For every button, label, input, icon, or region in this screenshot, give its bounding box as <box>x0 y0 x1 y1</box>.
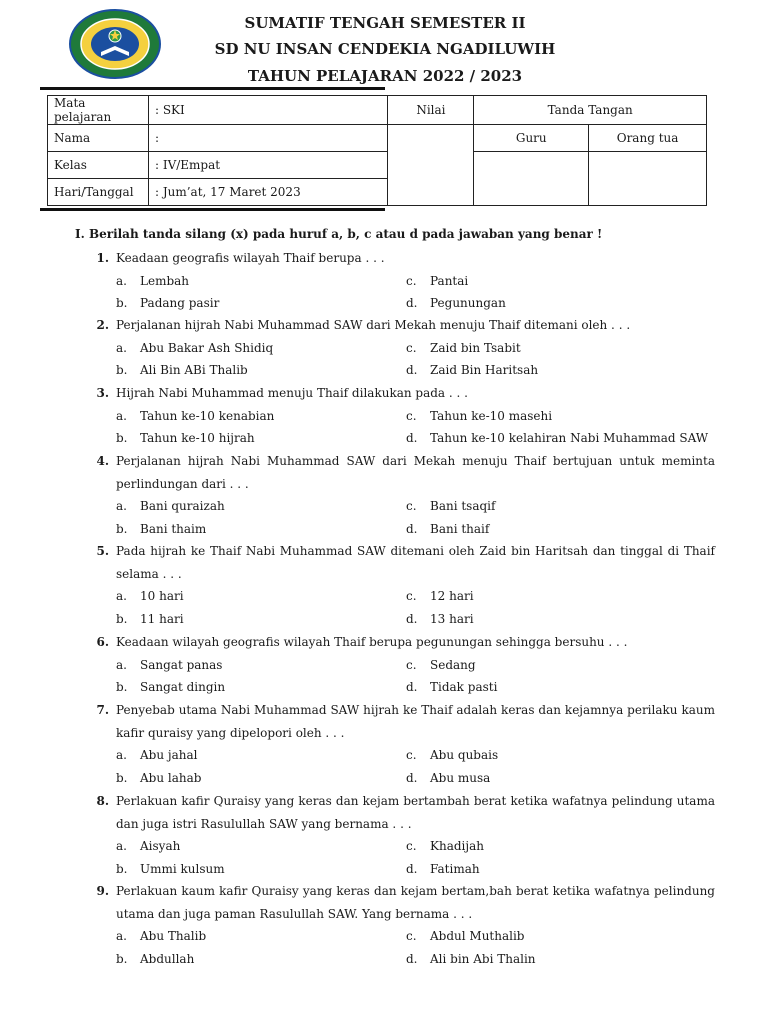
question-number: 6. <box>96 635 109 649</box>
option-a[interactable]: a. Abu Bakar Ash Shidiq <box>116 340 274 355</box>
option-d[interactable]: d. 13 hari <box>406 611 474 626</box>
subject-label: Mata pelajaran <box>48 96 149 125</box>
question <box>85 247 715 315</box>
option-b[interactable]: b. Ali Bin ABi Thalib <box>116 363 248 377</box>
question <box>85 450 715 540</box>
question-number: 5. <box>96 544 109 558</box>
options <box>116 337 715 382</box>
header-rule-top <box>40 87 385 90</box>
option-d[interactable]: d. Pegunungan <box>406 296 506 310</box>
question-text: Penyebab utama Nabi Muhammad SAW hijrah ke Thaif adalah keras dan kejamnya perilaku kaum kafir quraisy yang dipelopori oleh . . . <box>116 703 715 740</box>
class-value: : IV/Empat <box>148 152 388 179</box>
teacher-label: Guru <box>474 125 589 152</box>
question <box>85 314 715 382</box>
score-label: Nilai <box>388 96 474 125</box>
option-a[interactable]: a. Abu Thalib <box>116 929 207 943</box>
question-number: 3. <box>96 386 109 400</box>
academic-year: TAHUN PELAJARAN 2022 / 2023 <box>247 67 523 85</box>
question-text: Perjalanan hijrah Nabi Muhammad SAW dari Mekah menuju Thaif bertujuan untuk meminta perlindungan dari . . . <box>116 454 715 491</box>
options <box>116 495 715 540</box>
school-name: SD NU INSAN CENDEKIA NGADILUWIH <box>214 40 556 58</box>
option-a[interactable]: a. Abu jahal <box>116 748 198 762</box>
options <box>116 405 715 450</box>
question <box>85 540 715 630</box>
option-c[interactable]: c. Tahun ke-10 masehi <box>406 408 553 423</box>
option-d[interactable]: d. Tahun ke-10 kelahiran Nabi Muhammad SAW <box>406 431 709 445</box>
option-c[interactable]: c. 12 hari <box>406 589 474 603</box>
option-b[interactable]: b. Padang pasir <box>116 296 220 310</box>
question-number: 4. <box>96 454 109 468</box>
header-rule-bottom <box>40 208 385 211</box>
option-d[interactable]: d. Bani thaif <box>406 521 490 536</box>
question-text: Perlakuan kafir Quraisy yang keras dan kejam bertambah berat ketika wafatnya pelindung utama dan juga istri Rasulullah SAW yang bernama . . . <box>116 794 715 831</box>
question-text: Keadaan wilayah geografis wilayah Thaif berupa pegunungan sehingga bersuhu . . . <box>116 635 628 649</box>
option-a[interactable]: a. Tahun ke-10 kenabian <box>116 408 275 423</box>
date-value: : Jum’at, 17 Maret 2023 <box>148 179 388 206</box>
school-logo <box>68 8 162 80</box>
option-c[interactable]: c. Zaid bin Tsabit <box>406 340 521 355</box>
exam-title: SUMATIF TENGAH SEMESTER II <box>244 14 526 32</box>
option-d[interactable]: d. Zaid Bin Haritsah <box>406 363 539 377</box>
question-text: Perlakuan kaum kafir Quraisy yang keras dan kejam bertam,bah berat ketika wafatnya pelindung utama dan juga paman Rasulullah SAW. Yang bernama . . . <box>116 884 715 921</box>
option-c[interactable]: c. Sedang <box>406 657 476 672</box>
option-a[interactable]: a. 10 hari <box>116 589 184 603</box>
option-b[interactable]: b. Tahun ke-10 hijrah <box>116 431 255 445</box>
name-value[interactable]: : <box>148 125 388 152</box>
question-number: 8. <box>96 794 109 808</box>
question-text: Perjalanan hijrah Nabi Muhammad SAW dari Mekah menuju Thaif ditemani oleh . . . <box>116 318 631 332</box>
option-c[interactable]: c. Khadijah <box>406 839 484 853</box>
question-text: Hijrah Nabi Muhammad menuju Thaif dilakukan pada . . . <box>116 386 468 400</box>
question <box>85 790 715 880</box>
name-label: Nama <box>48 125 149 152</box>
subject-value: : SKI <box>148 96 388 125</box>
option-a[interactable]: a. Aisyah <box>116 839 181 853</box>
options <box>116 925 715 970</box>
option-b[interactable]: b. Ummi kulsum <box>116 861 225 876</box>
question <box>85 382 715 450</box>
option-c[interactable]: c. Abdul Muthalib <box>406 929 525 943</box>
instruction: I. Berilah tanda silang (x) pada huruf a, b, c atau d pada jawaban yang benar ! <box>75 227 603 241</box>
option-b[interactable]: b. 11 hari <box>116 611 184 626</box>
option-b[interactable]: b. Abu lahab <box>116 770 202 785</box>
score-box[interactable] <box>388 125 474 206</box>
question-number: 7. <box>96 703 109 717</box>
options <box>116 744 715 789</box>
question-number: 9. <box>96 884 109 898</box>
signature-label: Tanda Tangan <box>474 96 707 125</box>
option-d[interactable]: d. Tidak pasti <box>406 680 498 694</box>
option-a[interactable]: a. Lembah <box>116 273 190 288</box>
option-c[interactable]: c. Bani tsaqif <box>406 499 496 513</box>
question-number: 1. <box>96 251 109 265</box>
option-b[interactable]: b. Bani thaim <box>116 521 207 536</box>
parent-signature-box[interactable] <box>589 152 707 206</box>
option-b[interactable]: b. Sangat dingin <box>116 680 226 694</box>
option-b[interactable]: b. Abdullah <box>116 951 195 966</box>
question-text: Keadaan geografis wilayah Thaif berupa . . . <box>116 251 385 265</box>
options <box>116 835 715 880</box>
option-d[interactable]: d. Fatimah <box>406 861 480 876</box>
option-d[interactable]: d. Abu musa <box>406 770 491 785</box>
option-a[interactable]: a. Sangat panas <box>116 657 223 672</box>
question-number: 2. <box>96 318 109 332</box>
option-a[interactable]: a. Bani quraizah <box>116 499 225 513</box>
question <box>85 880 715 970</box>
class-label: Kelas <box>48 152 149 179</box>
student-info-table <box>47 95 707 206</box>
option-d[interactable]: d. Ali bin Abi Thalin <box>406 951 536 966</box>
teacher-signature-box[interactable] <box>474 152 589 206</box>
question <box>85 699 715 789</box>
parent-label: Orang tua <box>589 125 707 152</box>
date-label: Hari/Tanggal <box>48 179 149 206</box>
options <box>116 270 715 315</box>
question <box>85 631 715 699</box>
option-c[interactable]: c. Pantai <box>406 273 469 288</box>
options <box>116 654 715 699</box>
question-text: Pada hijrah ke Thaif Nabi Muhammad SAW ditemani oleh Zaid bin Haritsah dan tinggal di Thaif selama . . . <box>116 544 715 581</box>
options <box>116 585 715 630</box>
option-c[interactable]: c. Abu qubais <box>406 748 499 762</box>
